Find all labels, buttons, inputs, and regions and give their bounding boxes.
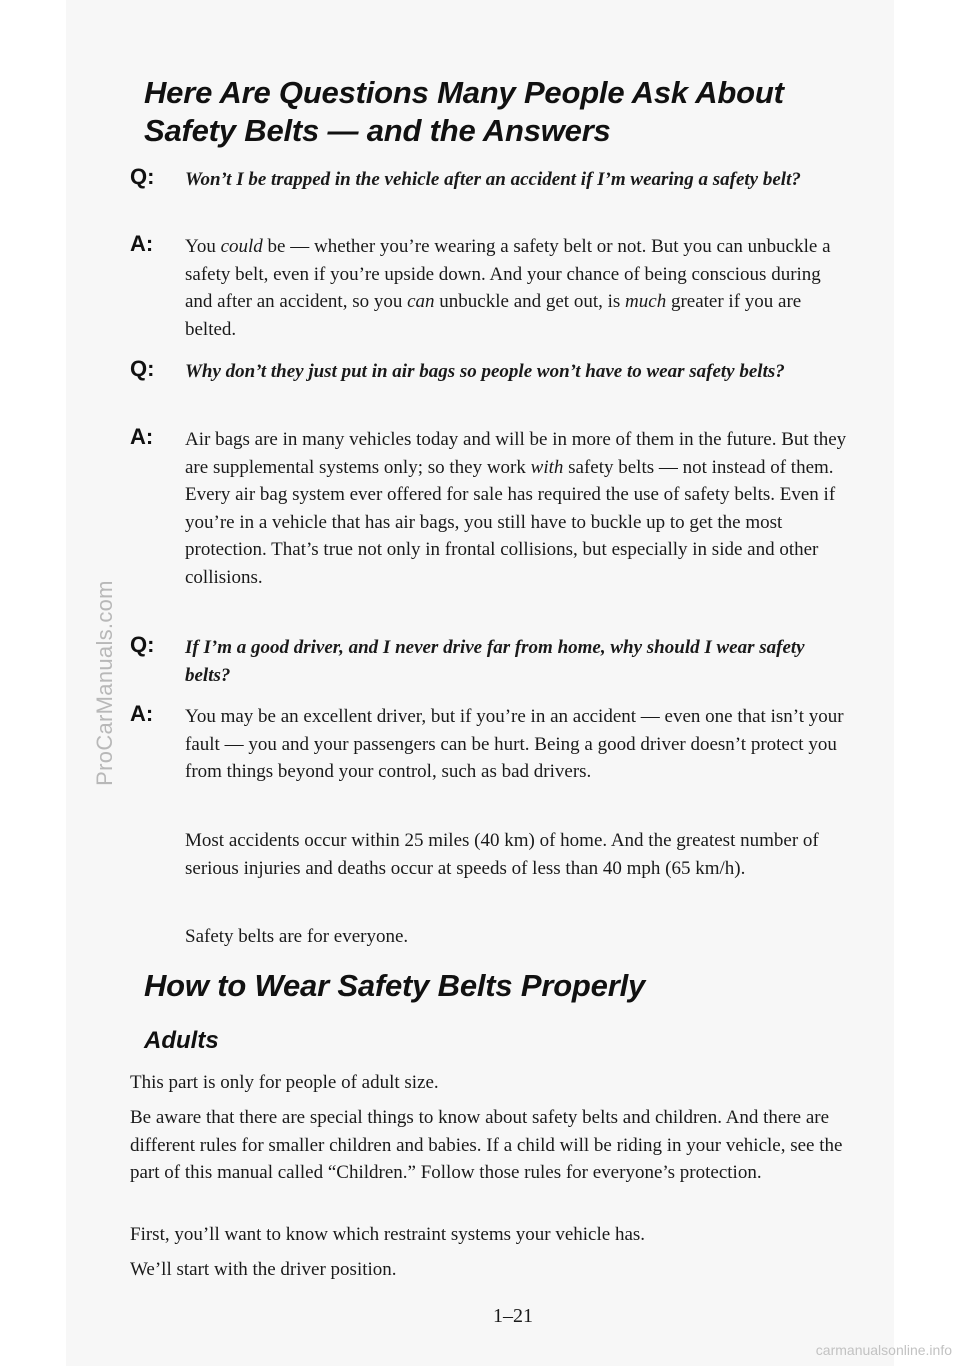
- paragraph-restraint-systems: First, you’ll want to know which restraint systems your vehicle has.: [130, 1224, 646, 1245]
- page-number: 1–21: [493, 1305, 533, 1327]
- emphasis: with: [530, 456, 564, 478]
- question-1: [130, 166, 850, 194]
- watermark-procarmanuals: ProCarManuals.com: [92, 580, 117, 786]
- question-text: Won’t I be trapped in the vehicle after an accident if I’m wearing a safety belt?: [185, 169, 801, 190]
- section-heading-how-to-wear: How to Wear Safety Belts Properly: [144, 968, 646, 1003]
- answer-marker: A:: [130, 231, 154, 256]
- emphasis: can: [407, 291, 435, 313]
- question-text: If I’m a good driver, and I never drive far from home, why should I wear safety belts?: [185, 637, 805, 686]
- paragraph-children: Be aware that there are special things to know about safety belts and children. And there are different rules for smaller children and babies. If a child will be riding in your vehicle, see the part of this manual called “Children.” Follow those rules for everyone’s protection.: [130, 1107, 843, 1184]
- answer-marker: A:: [130, 424, 154, 449]
- answer-text: You may be an excellent driver, but if you’re in an accident — even one that isn’t your fault — you and your passengers can be hurt. Being a good driver doesn’t protect you from things beyond your control, such as bad drivers.: [185, 706, 844, 783]
- paragraph-driver-position: We’ll start with the driver position.: [130, 1259, 397, 1280]
- question-marker: Q:: [130, 632, 155, 657]
- section-heading-questions: [144, 74, 844, 150]
- paragraph-adult-size: This part is only for people of adult size.: [130, 1072, 439, 1093]
- heading-line-1: Here Are Questions Many People Ask About: [144, 75, 784, 110]
- question-3: [130, 634, 850, 689]
- question-text: Why don’t they just put in air bags so people won’t have to wear safety belts?: [185, 361, 785, 382]
- subheading-adults: Adults: [144, 1027, 219, 1054]
- answer-2: [130, 426, 850, 592]
- answer-3: [130, 703, 850, 786]
- answer-1: [130, 233, 850, 343]
- heading-line-2: Safety Belts — and the Answers: [144, 113, 611, 148]
- question-2: [130, 358, 850, 386]
- answer-text: You could be — whether you’re wearing a safety belt or not. But you can unbuckle a safety belt, even if you’re upside down. And your chance of being conscious during and after an accident, so you can unbuckle and get out, is much greater if you are belted.: [185, 236, 831, 340]
- question-marker: Q:: [130, 356, 155, 381]
- answer-text: Air bags are in many vehicles today and will be in more of them in the future. But they are supplemental systems only; so they work with safety belts — not instead of them. Every air bag system ever offered for sale has required the use of safety belts. Even if you’re in a vehicle that has air bags, you still have to buckle up to get the most protection. That’s true not only in frontal collisions, but especially in side and other collisions.: [185, 429, 847, 588]
- emphasis: could: [220, 236, 263, 257]
- watermark-carmanualsonline: carmanualsonline.info: [815, 1342, 952, 1358]
- question-marker: Q:: [130, 164, 155, 189]
- paragraph-belts-for-everyone: Safety belts are for everyone.: [185, 926, 409, 947]
- emphasis: much: [625, 291, 667, 313]
- paragraph-nearby-accidents: Most accidents occur within 25 miles (40 km) of home. And the greatest number of serious injuries and deaths occur at speeds of less than 40 mph (65 km/h).: [185, 830, 819, 879]
- answer-marker: A:: [130, 701, 154, 726]
